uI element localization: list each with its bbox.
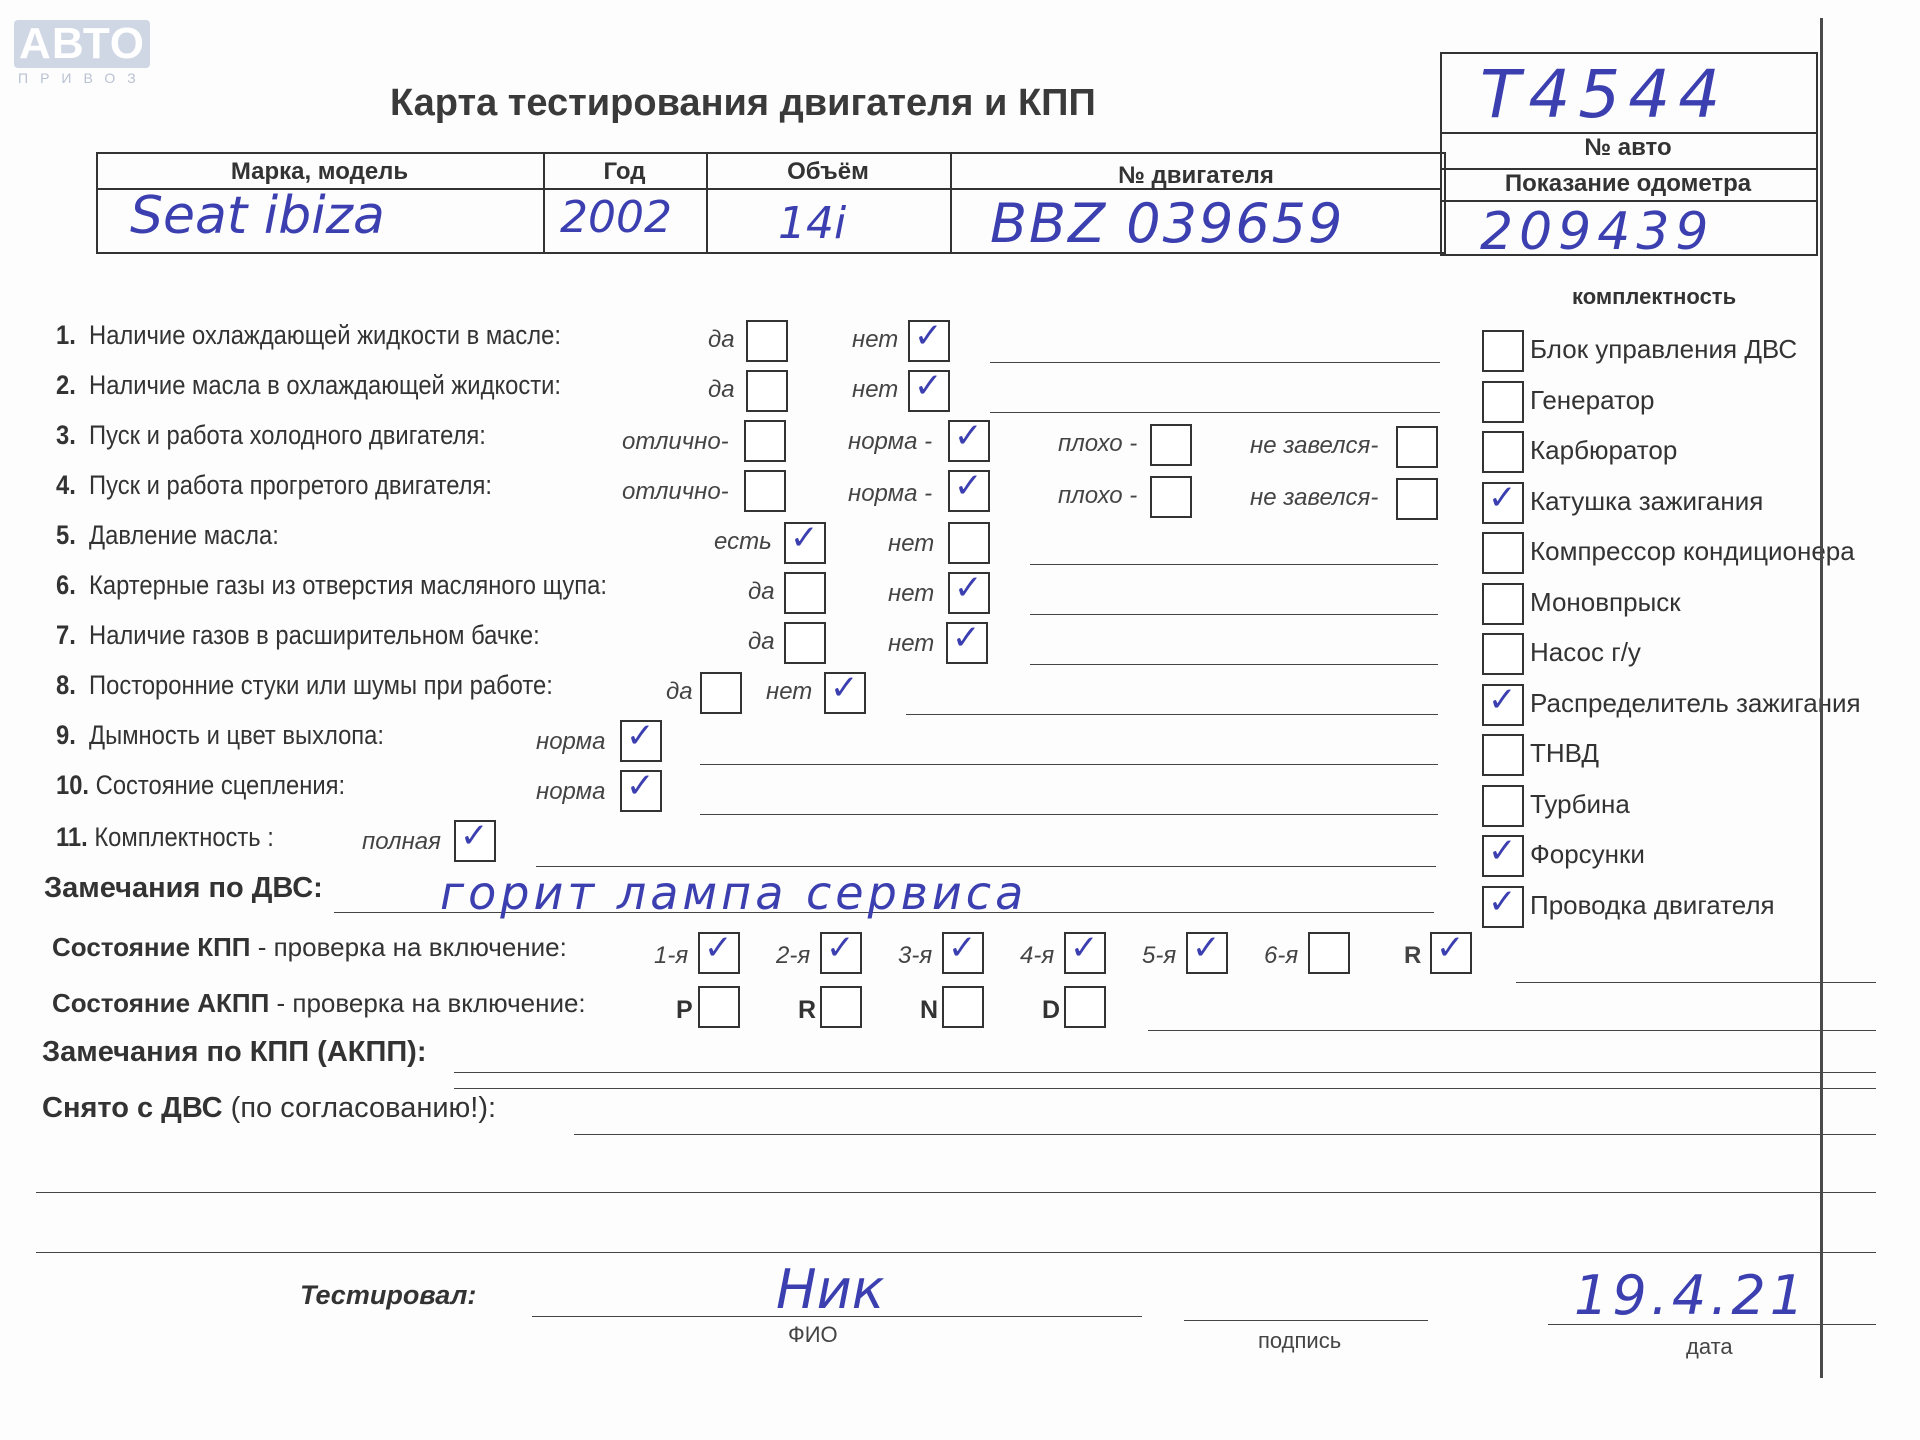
check-mark: ✓ — [826, 928, 855, 968]
remarks-dvs-value: горит лампа сервиса — [440, 866, 1028, 920]
komplekt-checkbox-8[interactable] — [1482, 734, 1524, 776]
check-mark: ✓ — [954, 466, 983, 506]
komplekt-item-label: Проводка двигателя — [1530, 889, 1775, 920]
komplekt-item-label: Турбина — [1530, 788, 1630, 819]
q3-option-3-label: плохо - — [1058, 430, 1138, 457]
akpp-gear-checkbox-2[interactable] — [942, 986, 984, 1028]
q7-checkbox-1[interactable] — [784, 622, 826, 664]
q1-option-1-label: да — [708, 326, 735, 353]
date-label: дата — [1686, 1334, 1733, 1359]
q3-checkbox-1[interactable] — [744, 420, 786, 462]
q10-checkbox-1[interactable] — [620, 766, 662, 812]
akpp-label: Состояние АКПП - проверка на включение: — [52, 988, 586, 1018]
remarks-kpp-label: Замечания по КПП (АКПП): — [42, 1036, 427, 1068]
question-6: 6. Картерные газы из отверстия масляного щупа: — [56, 570, 607, 600]
car-number-value: T4544 — [1480, 56, 1729, 133]
kpp-gear-label: 1-я — [654, 942, 689, 969]
komplekt-checkbox-2[interactable] — [1482, 431, 1524, 473]
year-value: 2002 — [560, 192, 672, 243]
model-label: Марка, модель — [230, 158, 409, 185]
check-mark: ✓ — [954, 416, 983, 456]
komplekt-title: комплектность — [1572, 284, 1737, 309]
q7-option-1-label: да — [748, 628, 775, 655]
check-mark: ✓ — [952, 618, 981, 658]
q4-option-2-label: норма - — [848, 480, 933, 507]
check-mark: ✓ — [626, 766, 655, 806]
komplekt-checkbox-1[interactable] — [1482, 381, 1524, 423]
q1-option-2-label: нет — [852, 326, 899, 353]
q4-checkbox-1[interactable] — [744, 470, 786, 512]
q2-option-1-label: да — [708, 376, 735, 403]
komplekt-item-label: Моновпрыск — [1530, 586, 1681, 617]
volume-value: 14i — [778, 198, 847, 249]
tested-label: Тестировал: — [300, 1280, 477, 1310]
check-mark: ✓ — [1192, 928, 1221, 968]
komplekt-checkbox-9[interactable] — [1482, 785, 1524, 827]
check-mark: ✓ — [948, 928, 977, 968]
q1-checkbox-2[interactable] — [908, 316, 950, 362]
q3-checkbox-2[interactable] — [948, 416, 990, 462]
komplekt-item-label: Насос г/у — [1530, 637, 1641, 667]
check-mark: ✓ — [1488, 477, 1517, 518]
komplekt-checkbox-7[interactable] — [1482, 679, 1524, 726]
check-mark: ✓ — [914, 366, 943, 406]
question-9: 9. Дымность и цвет выхлопа: — [56, 720, 384, 750]
q3-checkbox-3[interactable] — [1150, 424, 1192, 466]
q6-option-2-label: нет — [888, 580, 935, 607]
check-mark: ✓ — [1488, 679, 1517, 720]
engine-label: № двигателя — [1118, 162, 1274, 189]
akpp-gear-checkbox-1[interactable] — [820, 986, 862, 1028]
check-mark: ✓ — [1436, 928, 1465, 968]
brand-logo: АВТО — [14, 20, 150, 68]
q8-checkbox-1[interactable] — [700, 672, 742, 714]
q4-checkbox-3[interactable] — [1150, 476, 1192, 518]
q4-option-3-label: плохо - — [1058, 482, 1138, 509]
q8-option-2-label: нет — [766, 678, 813, 705]
akpp-gear-label: D — [1042, 996, 1061, 1024]
question-10: 10. Состояние сцепления: — [56, 770, 346, 800]
kpp-gear-label: R — [1404, 942, 1422, 969]
komplekt-item-label: Форсунки — [1530, 839, 1645, 869]
check-mark: ✓ — [460, 816, 489, 856]
car-number-label: № авто — [1584, 134, 1672, 161]
komplekt-checkbox-6[interactable] — [1482, 633, 1524, 675]
check-mark: ✓ — [830, 668, 859, 708]
fio-label: ФИО — [788, 1322, 838, 1347]
signature-label: подпись — [1258, 1328, 1342, 1353]
q5-checkbox-1[interactable] — [784, 518, 826, 564]
question-1: 1. Наличие охлаждающей жидкости в масле: — [56, 320, 561, 350]
komplekt-item-label: ТНВД — [1530, 738, 1600, 768]
check-mark: ✓ — [1488, 831, 1517, 871]
check-mark: ✓ — [790, 518, 819, 558]
removed-label: Снято с ДВС (по согласованию!): — [42, 1092, 497, 1124]
q9-checkbox-1[interactable] — [620, 716, 662, 762]
komplekt-item-label: Карбюратор — [1530, 435, 1678, 465]
q8-option-1-label: да — [666, 678, 693, 705]
komplekt-item-label: Распределитель зажигания — [1530, 687, 1861, 718]
komplekt-item-label: Блок управления ДВС — [1530, 334, 1798, 364]
q4-checkbox-2[interactable] — [948, 466, 990, 512]
komplekt-item-label: Компрессор кондиционера — [1530, 536, 1855, 566]
fio-value: Ник — [776, 1258, 885, 1321]
question-11: 11. Комплектность : — [56, 822, 274, 852]
q4-checkbox-4[interactable] — [1396, 478, 1438, 520]
check-mark: ✓ — [954, 568, 983, 608]
akpp-gear-label: P — [676, 996, 693, 1024]
question-3: 3. Пуск и работа холодного двигателя: — [56, 420, 486, 450]
komplekt-checkbox-3[interactable] — [1482, 477, 1524, 524]
q4-option-1-label: отлично- — [622, 478, 729, 505]
q6-checkbox-2[interactable] — [948, 568, 990, 614]
q7-checkbox-2[interactable] — [946, 618, 988, 664]
kpp-gear-checkbox-6[interactable] — [1430, 928, 1472, 974]
q5-option-1-label: есть — [714, 528, 772, 555]
kpp-gear-checkbox-1[interactable] — [820, 928, 862, 974]
q3-checkbox-4[interactable] — [1396, 426, 1438, 468]
page-title: Карта тестирования двигателя и КПП — [390, 82, 1096, 124]
volume-label: Объём — [787, 158, 869, 185]
check-mark: ✓ — [626, 716, 655, 756]
q3-option-4-label: не завелся- — [1250, 432, 1379, 459]
q9-option-1-label: норма — [536, 728, 606, 755]
check-mark: ✓ — [914, 316, 943, 356]
q11-option-1-label: полная — [362, 828, 441, 855]
q2-option-2-label: нет — [852, 376, 899, 403]
akpp-gear-checkbox-0[interactable] — [698, 986, 740, 1028]
kpp-gear-label: 6-я — [1264, 942, 1299, 969]
kpp-gear-checkbox-2[interactable] — [942, 928, 984, 974]
question-8: 8. Посторонние стуки или шумы при работе: — [56, 670, 553, 700]
odometer-label: Показание одометра — [1504, 170, 1752, 197]
q6-checkbox-1[interactable] — [784, 572, 826, 614]
q8-checkbox-2[interactable] — [824, 668, 866, 714]
remarks-dvs-label: Замечания по ДВС: — [44, 872, 323, 904]
kpp-gear-label: 5-я — [1142, 942, 1177, 969]
question-2: 2. Наличие масла в охлаждающей жидкости: — [56, 370, 561, 400]
question-7: 7. Наличие газов в расширительном бачке: — [56, 620, 540, 650]
date-value: 19.4.21 — [1574, 1264, 1809, 1327]
komplekt-checkbox-0[interactable] — [1482, 330, 1524, 372]
kpp-gear-label: 3-я — [898, 942, 933, 969]
q11-checkbox-1[interactable] — [454, 816, 496, 862]
komplekt-checkbox-11[interactable] — [1482, 881, 1524, 928]
akpp-gear-label: N — [920, 996, 939, 1024]
year-label: Год — [603, 158, 646, 185]
akpp-gear-label: R — [798, 996, 817, 1024]
check-mark: ✓ — [1070, 928, 1099, 968]
komplekt-checkbox-5[interactable] — [1482, 583, 1524, 625]
check-mark: ✓ — [1488, 881, 1517, 922]
check-mark: ✓ — [704, 928, 733, 968]
q2-checkbox-1[interactable] — [746, 370, 788, 412]
q3-option-1-label: отлично- — [622, 428, 729, 455]
komplekt-checkbox-4[interactable] — [1482, 532, 1524, 574]
komplekt-item-label: Генератор — [1530, 384, 1655, 415]
kpp-label: Состояние КПП - проверка на включение: — [52, 932, 567, 962]
q1-checkbox-1[interactable] — [746, 320, 788, 362]
q3-option-2-label: норма - — [848, 428, 933, 455]
komplekt-item-label: Катушка зажигания — [1530, 485, 1764, 516]
question-4: 4. Пуск и работа прогретого двигателя: — [56, 470, 492, 500]
kpp-gear-label: 4-я — [1020, 942, 1055, 969]
q5-checkbox-2[interactable] — [948, 522, 990, 564]
q7-option-2-label: нет — [888, 630, 935, 657]
brand-logo-sub: ПРИВОЗ — [18, 70, 148, 86]
kpp-gear-checkbox-5[interactable] — [1308, 932, 1350, 974]
odometer-value: 209439 — [1480, 202, 1715, 262]
q4-option-4-label: не завелся- — [1250, 484, 1379, 511]
q5-option-2-label: нет — [888, 530, 935, 557]
question-5: 5. Давление масла: — [56, 520, 279, 550]
kpp-gear-checkbox-3[interactable] — [1064, 928, 1106, 974]
engine-value: BBZ 039659 — [990, 192, 1345, 255]
q10-option-1-label: норма — [536, 778, 606, 805]
kpp-gear-checkbox-0[interactable] — [698, 928, 740, 974]
komplekt-checkbox-10[interactable] — [1482, 831, 1524, 877]
kpp-gear-label: 2-я — [776, 942, 811, 969]
q6-option-1-label: да — [748, 578, 775, 605]
akpp-gear-checkbox-3[interactable] — [1064, 986, 1106, 1028]
q2-checkbox-2[interactable] — [908, 366, 950, 412]
model-value: Seat ibiza — [130, 186, 385, 246]
kpp-gear-checkbox-4[interactable] — [1186, 928, 1228, 974]
